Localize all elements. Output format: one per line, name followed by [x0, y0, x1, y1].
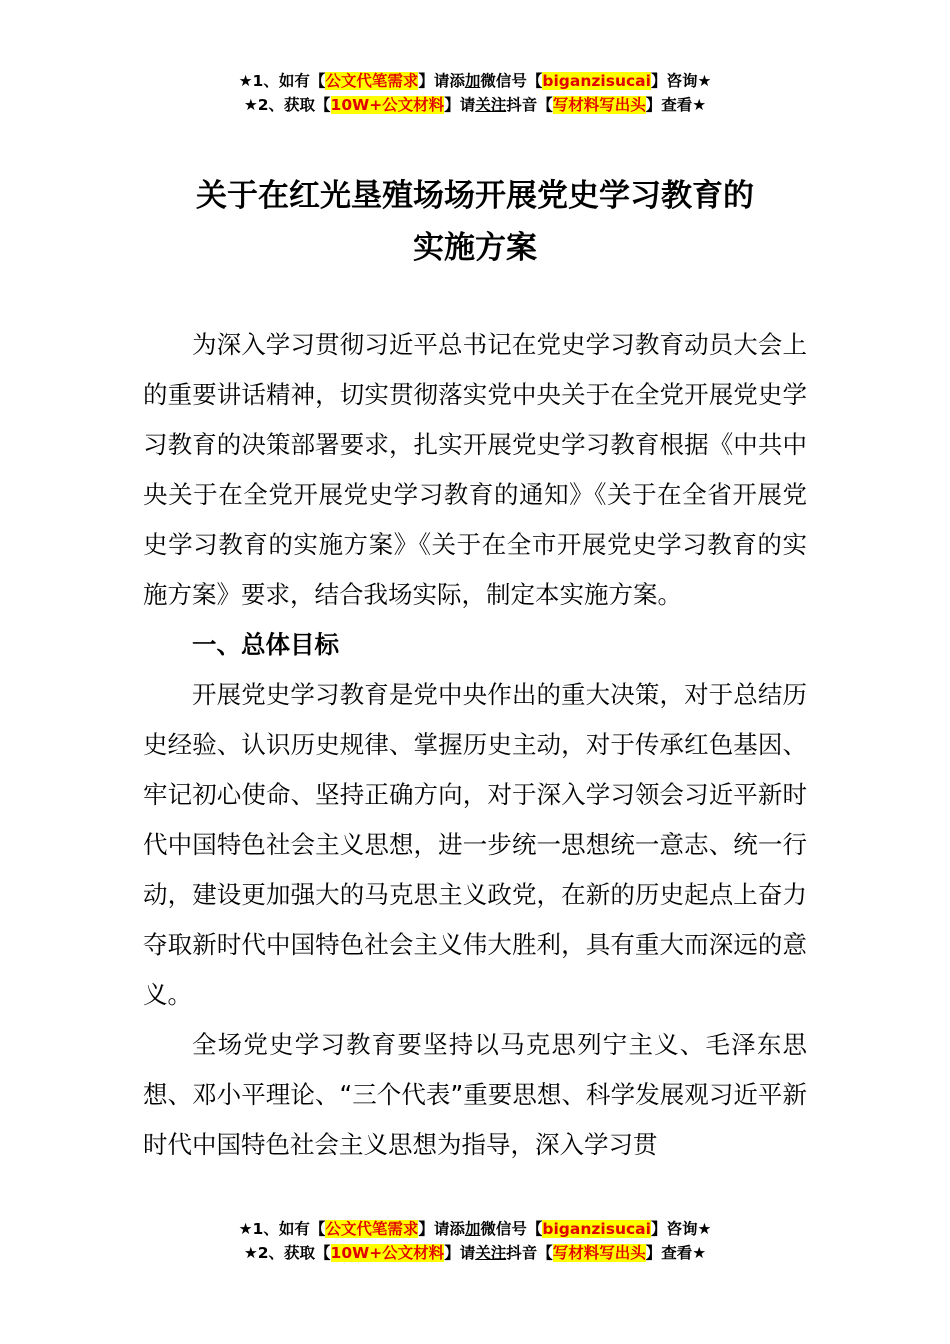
promo-highlight: 公文代笔需求 [325, 72, 419, 90]
section-heading: 一、总体目标 [192, 630, 339, 659]
promo-banner-top [0, 69, 950, 117]
promo-line-1: ★1、如有【公文代笔需求】请添加微信号【biganzisucai】咨询★ [238, 72, 712, 90]
promo-highlight: 写材料写出头 [552, 96, 646, 114]
paragraph: 开展党史学习教育是党中央作出的重大决策，对于总结历史经验、认识历史规律、掌握历史主动，对于传承红色基因、牢记初心使命、坚持正确方向，对于深入学习领会习近平新时代中国特色社会主义思想，进一步统一思想统一意志、统一行动，建设更加强大的马克思主义政党，在新的历史起点上奋力夺取新时代中国特色社会主义伟大胜利，具有重大而深远的意义。 [143, 680, 807, 1009]
promo-line-2: ★2、获取【10W+公文材料】请关注抖音【写材料写出头】查看★ [243, 1244, 707, 1262]
paragraph: 全场党史学习教育要坚持以马克思列宁主义、毛泽东思想、邓小平理论、“三个代表”重要思想、科学发展观习近平新时代中国特色社会主义思想为指导，深入学习贯 [143, 1030, 807, 1159]
promo-highlight: biganzisucai [542, 1220, 651, 1238]
promo-highlight: 10W+公文材料 [330, 96, 445, 114]
promo-highlight: 10W+公文材料 [330, 1244, 445, 1262]
promo-highlight: 写材料写出头 [552, 1244, 646, 1262]
promo-banner-bottom [0, 1217, 950, 1265]
promo-line-2: ★2、获取【10W+公文材料】请关注抖音【写材料写出头】查看★ [243, 96, 707, 114]
promo-line-1: ★1、如有【公文代笔需求】请添加微信号【biganzisucai】咨询★ [238, 1220, 712, 1238]
document-title: 关于在红光垦殖场场开展党史学习教育的 实施方案 [196, 178, 754, 266]
promo-highlight: 公文代笔需求 [325, 1220, 419, 1238]
promo-highlight: biganzisucai [542, 72, 651, 90]
document-body [143, 320, 807, 1170]
paragraph: 为深入学习贯彻习近平总书记在党史学习教育动员大会上的重要讲话精神，切实贯彻落实党中央关于在全党开展党史学习教育的决策部署要求，扎实开展党史学习教育根据《中共中央关于在全党开展党史学习教育的通知》《关于在全省开展党史学习教育的实施方案》《关于在全市开展党史学习教育的实施方案》要求，结合我场实际，制定本实施方案。 [143, 330, 807, 609]
